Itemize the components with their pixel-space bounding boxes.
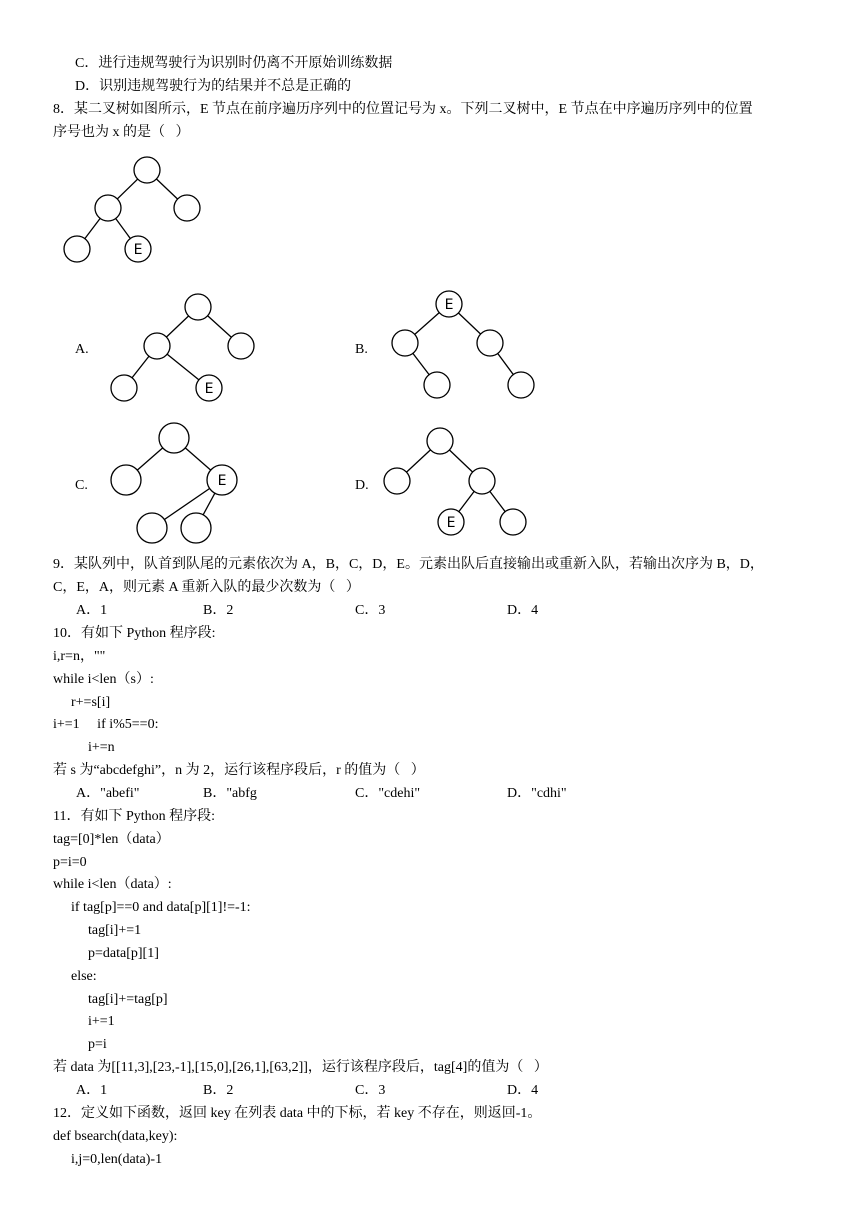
q10-option-c: C．"cdehi"	[355, 786, 421, 801]
q12-code-line: i,j=0,len(data)-1	[71, 1152, 163, 1167]
q11-code-line: if tag[p]==0 and data[p][1]!=-1:	[71, 900, 251, 915]
tree-node	[181, 513, 211, 543]
q11-code-line: tag[i]+=1	[88, 923, 142, 938]
tree-node	[185, 294, 211, 320]
tree-node	[477, 330, 503, 356]
node-e-label: E	[204, 381, 214, 397]
q11-code-line: p=data[p][1]	[88, 946, 159, 961]
q7-option-d: D．识别违规驾驶行为的结果并不总是正确的	[75, 79, 352, 94]
q12-code-line: def bsearch(data,key):	[53, 1129, 178, 1144]
q10-question: 若 s 为“abcdefghi”，n 为 2，运行该程序段后，r 的值为（ ）	[53, 763, 425, 778]
q8-option-b-label: B.	[355, 342, 368, 357]
tree-node	[137, 513, 167, 543]
q10-code-line: i,r=n，""	[53, 649, 106, 664]
q10-option-d: D．"cdhi"	[507, 786, 567, 801]
q11-code-line: while i<len（data）:	[53, 877, 172, 892]
q9-stem-line1: 9．某队列中，队首到队尾的元素依次为 A，B，C，D，E。元素出队后直接输出或重新入队，若输出次序为 B，D，	[53, 557, 764, 572]
q8-stem-line2: 序号也为 x 的是（ ）	[53, 125, 190, 140]
q11-code-line: tag[i]+=tag[p]	[88, 992, 168, 1007]
tree-node	[111, 465, 141, 495]
q11-option-c: C．3	[355, 1083, 386, 1098]
option-a-tree	[111, 294, 254, 401]
option-c-tree	[111, 423, 237, 543]
tree-node	[174, 195, 200, 221]
q10-code-line: while i<len（s）:	[53, 672, 154, 687]
q10-option-a: A．"abefi"	[76, 786, 140, 801]
q11-code-line: p=i	[88, 1037, 107, 1052]
option-b-tree	[392, 291, 534, 398]
q9-stem-line2: C，E，A，则元素 A 重新入队的最少次数为（ ）	[53, 580, 360, 595]
tree-node	[469, 468, 495, 494]
node-e-label: E	[444, 297, 454, 313]
q8-stem-line1: 8．某二叉树如图所示，E 节点在前序遍历序列中的位置记号为 x。下列二叉树中，E 节点在中序遍历序列中的位置	[53, 102, 753, 117]
q10-code-line: i+=1 if i%5==0:	[53, 717, 159, 732]
q12-stem: 12．定义如下函数，返回 key 在列表 data 中的下标，若 key 不存在，则返回-1。	[53, 1106, 542, 1121]
node-e-label: E	[133, 242, 143, 258]
node-e-label: E	[446, 515, 456, 531]
q11-stem: 11．有如下 Python 程序段:	[53, 809, 216, 824]
tree-node	[427, 428, 453, 454]
q11-option-a: A．1	[76, 1083, 108, 1098]
q11-option-b: B．2	[203, 1083, 234, 1098]
node-e-label: E	[217, 473, 227, 489]
tree-node	[111, 375, 137, 401]
main-tree	[64, 157, 200, 262]
tree-node	[500, 509, 526, 535]
tree-node	[159, 423, 189, 453]
q11-question: 若 data 为[[11,3],[23,-1],[15,0],[26,1],[63,2]]，运行该程序段后，tag[4]的值为（ ）	[53, 1060, 548, 1075]
q11-code-line: p=i=0	[53, 855, 87, 870]
tree-node	[384, 468, 410, 494]
q9-option-b: B．2	[203, 603, 234, 618]
q10-code-line: i+=n	[88, 740, 115, 755]
tree-node	[392, 330, 418, 356]
q9-option-c: C．3	[355, 603, 386, 618]
tree-node	[64, 236, 90, 262]
q11-option-d: D．4	[507, 1083, 539, 1098]
tree-node	[228, 333, 254, 359]
q7-option-c: C．进行违规驾驶行为识别时仍离不开原始训练数据	[75, 56, 393, 71]
q11-code-line: i+=1	[88, 1014, 115, 1029]
q10-stem: 10．有如下 Python 程序段:	[53, 626, 216, 641]
q8-option-d-label: D.	[355, 478, 369, 493]
q9-option-a: A．1	[76, 603, 108, 618]
q11-code-line: tag=[0]*len（data）	[53, 832, 170, 847]
q8-option-c-label: C.	[75, 478, 88, 493]
q10-code-line: r+=s[i]	[71, 695, 111, 710]
q9-option-d: D．4	[507, 603, 539, 618]
tree-node	[95, 195, 121, 221]
tree-node	[134, 157, 160, 183]
q8-option-a-label: A.	[75, 342, 89, 357]
tree-node	[144, 333, 170, 359]
q11-code-line: else:	[71, 969, 97, 984]
option-d-tree	[384, 428, 526, 535]
tree-node	[508, 372, 534, 398]
q10-option-b: B．"abfg	[203, 786, 257, 801]
tree-node	[424, 372, 450, 398]
